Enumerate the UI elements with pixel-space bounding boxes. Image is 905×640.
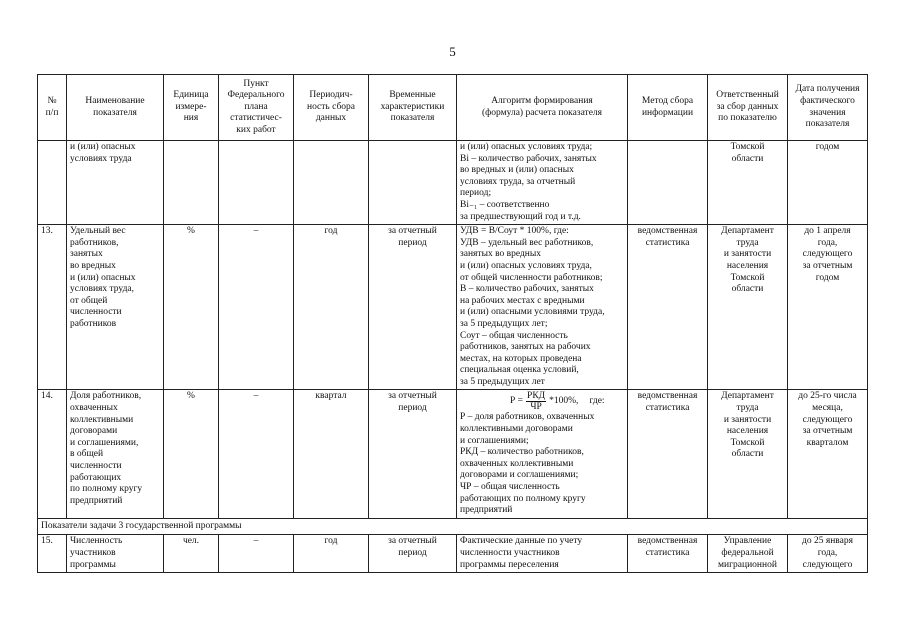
page-number: 5 [449, 44, 456, 59]
formula-denominator: ЧР [530, 402, 542, 413]
row-num: 15. [38, 535, 67, 573]
row-time-characteristics: за отчетный период [369, 390, 457, 518]
header-method: Метод сбора информации [628, 75, 708, 141]
section-title: Показатели задачи 3 государственной программы [38, 518, 868, 535]
formula-fraction [526, 391, 546, 412]
header-num: № п/п [38, 75, 67, 141]
row-time-characteristics: за отчетный период [369, 225, 457, 390]
row-periodicity: год [294, 225, 369, 390]
table-row [38, 225, 868, 390]
row-responsible: Департамент труда и занятости населения Томской области [708, 225, 788, 390]
table-row [38, 390, 868, 518]
header-responsible: Ответственный за сбор данных по показателю [708, 75, 788, 141]
row-periodicity: квартал [294, 390, 369, 518]
row-algorithm-cell [457, 390, 628, 518]
formula-where: где: [589, 396, 605, 407]
section-row [38, 518, 868, 535]
row-num: 13. [38, 225, 67, 390]
header-algorithm: Алгоритм формирования (формула) расчета показателя [457, 75, 628, 141]
row-name: Доля работников, охваченных коллективными договорами и соглашениями, в общей численности работающих по полному кругу предприятий [67, 390, 164, 518]
row-algorithm: и (или) опасных условиях труда; Вi – количество рабочих, занятых во вредных и (или) опасных условиях труда, за отчетный период; Вi₋₁ – соответственно за предшествующий год и т.д. [457, 141, 628, 225]
formula [510, 391, 605, 412]
formula-tail: *100%, [549, 396, 579, 407]
header-name: Наименование показателя [67, 75, 164, 141]
row-name: и (или) опасных условиях труда [67, 141, 164, 225]
header-date: Дата получения фактического значения показателя [788, 75, 868, 141]
row-name: Удельный вес работников, занятых во вредных и (или) опасных условиях труда, от общей численности работников [67, 225, 164, 390]
row-name: Численность участников программы [67, 535, 164, 573]
row-date: годом [788, 141, 868, 225]
formula-lhs: Р = [510, 396, 524, 407]
indicators-table [37, 74, 868, 573]
row-periodicity: год [294, 535, 369, 573]
row-time-characteristics: за отчетный период [369, 535, 457, 573]
row-method: ведомственная статистика [628, 390, 708, 518]
row-responsible: Департамент труда и занятости населения Томской области [708, 390, 788, 518]
row-algorithm: Фактические данные по учету численности участников программы переселения [457, 535, 628, 573]
header-time-characteristics: Временные характеристики показателя [369, 75, 457, 141]
row-num: 14. [38, 390, 67, 518]
row-plan-item: – [219, 535, 294, 573]
row-plan-item: – [219, 225, 294, 390]
row-plan-item: – [219, 390, 294, 518]
header-unit: Единица измере- ния [164, 75, 219, 141]
row-responsible: Управление федеральной миграционной [708, 535, 788, 573]
row-date: до 1 апреля года, следующего за отчетным годом [788, 225, 868, 390]
table-row [38, 141, 868, 225]
row-unit: % [164, 390, 219, 518]
header-plan-item: Пункт Федерального плана статистичес- ких работ [219, 75, 294, 141]
row-algorithm: УДВ = В/Соут * 100%, где: УДВ – удельный вес работников, занятых во вредных и (или) опасных условиях труда, от общей численности работников; В – количество рабочих, занятых на рабочих местах с вредными и (или) опасными условиями труда, за 5 предыдущих лет; Соут – общая численность работников, занятых на рабочих местах, на которых проведена специальная оценка условий, за 5 предыдущих лет [457, 225, 628, 390]
row-method: ведомственная статистика [628, 535, 708, 573]
row-date: до 25 января года, следующего [788, 535, 868, 573]
row-date: до 25-го числа месяца, следующего за отчетным кварталом [788, 390, 868, 518]
row-algorithm: Р – доля работников, охваченных коллективными договорами и соглашениями; РКД – количество работников, охваченных коллективными договорами и соглашениями; ЧР – общая численность работающих по полному кругу предприятий [460, 412, 595, 516]
table-header-row [38, 75, 868, 141]
row-responsible: Томской области [708, 141, 788, 225]
formula-numerator: РКД [527, 391, 546, 402]
row-unit: чел. [164, 535, 219, 573]
row-method: ведомственная статистика [628, 225, 708, 390]
row-unit: % [164, 225, 219, 390]
header-periodicity: Периодич- ность сбора данных [294, 75, 369, 141]
table-row [38, 535, 868, 573]
